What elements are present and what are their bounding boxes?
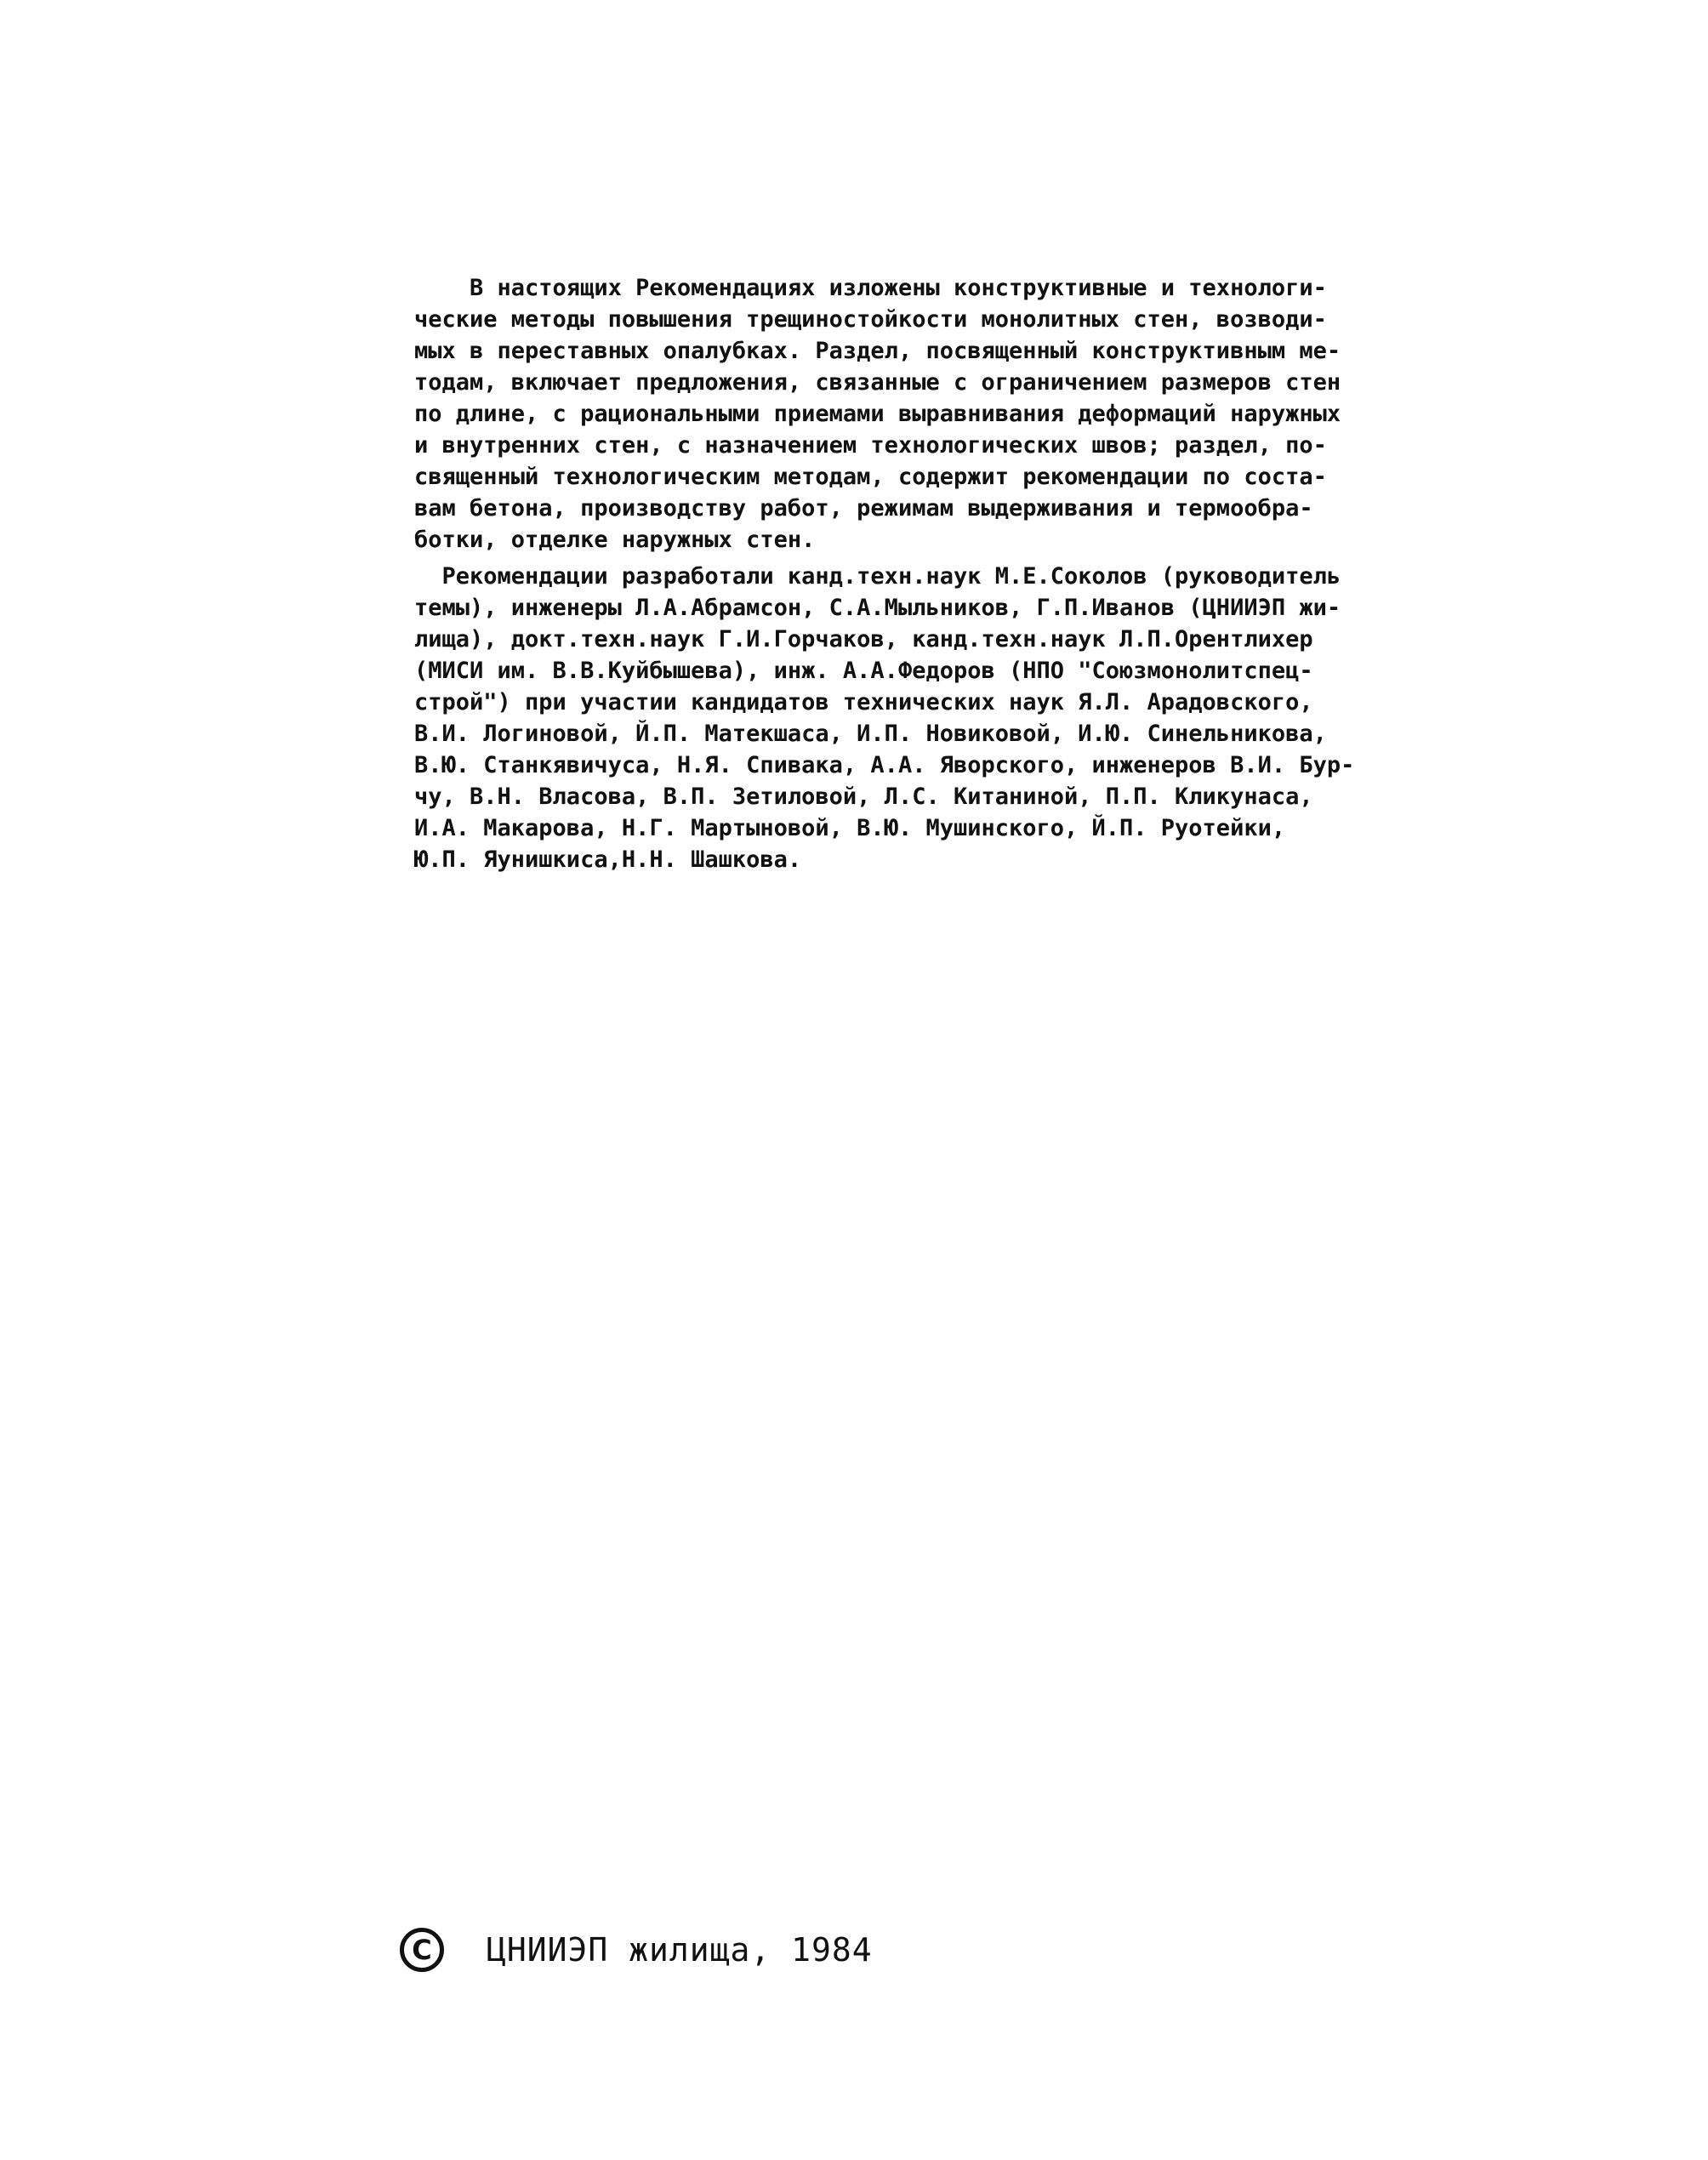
- text-line: В.Ю. Станкявичуса, Н.Я. Спивака, А.А. Яворского, инженеров В.И. Бур-: [414, 752, 1355, 778]
- text-line: тодам, включает предложения, связанные с ограничением размеров стен: [414, 369, 1341, 396]
- text-line: и внутренних стен, с назначением технологических швов; раздел, по-: [414, 432, 1327, 459]
- abstract-paragraph: [414, 272, 1350, 556]
- copyright-text: ЦНИИЭП жилища, 1984: [487, 1931, 873, 1969]
- text-line: В.И. Логиновой, Й.П. Матекшаса, И.П. Новиковой, И.Ю. Синельникова,: [414, 721, 1327, 747]
- text-line: темы), инженеры Л.А.Абрамсон, С.А.Мыльников, Г.П.Иванов (ЦНИИЭП жи-: [414, 595, 1341, 621]
- authors-paragraph: [414, 561, 1355, 875]
- text-line: лища), докт.техн.наук Г.И.Горчаков, канд.техн.наук Л.П.Орентлихер: [414, 626, 1313, 653]
- text-line: по длине, с рациональными приемами выравнивания деформаций наружных: [414, 401, 1341, 427]
- body-text: [414, 272, 1355, 875]
- text-line: вам бетона, производству работ, режимам выдерживания и термообра-: [414, 495, 1313, 521]
- text-line: Рекомендации разработали канд.техн.наук М.Е.Соколов (руководитель: [414, 563, 1341, 590]
- text-line: чу, В.Н. Власова, В.П. Зетиловой, Л.С. Китаниной, П.П. Кликунаса,: [414, 784, 1313, 810]
- text-line: И.А. Макарова, Н.Г. Мартыновой, В.Ю. Мушинского, Й.П. Руотейки,: [414, 815, 1286, 841]
- text-line: строй") при участии кандидатов технических наук Я.Л. Арадовского,: [414, 689, 1313, 715]
- text-line: священный технологическим методам, содержит рекомендации по соста-: [414, 464, 1327, 490]
- copyright-notice: [400, 1924, 873, 1975]
- text-line: (МИСИ им. В.В.Куйбышева), инж. А.А.Федоров (НПО "Союзмонолитспец-: [414, 658, 1313, 684]
- text-line: мых в переставных опалубках. Раздел, посвященный конструктивным ме-: [414, 338, 1341, 364]
- text-line: ботки, отделке наружных стен.: [414, 527, 816, 553]
- text-line: Ю.П. Яунишкиса,Н.Н. Шашкова.: [414, 846, 802, 873]
- copyright-icon: C: [400, 1928, 444, 1972]
- text-line: ческие методы повышения трещиностойкости монолитных стен, возводи-: [414, 306, 1327, 333]
- text-line: В настоящих Рекомендациях изложены конструктивные и технологи-: [414, 275, 1327, 301]
